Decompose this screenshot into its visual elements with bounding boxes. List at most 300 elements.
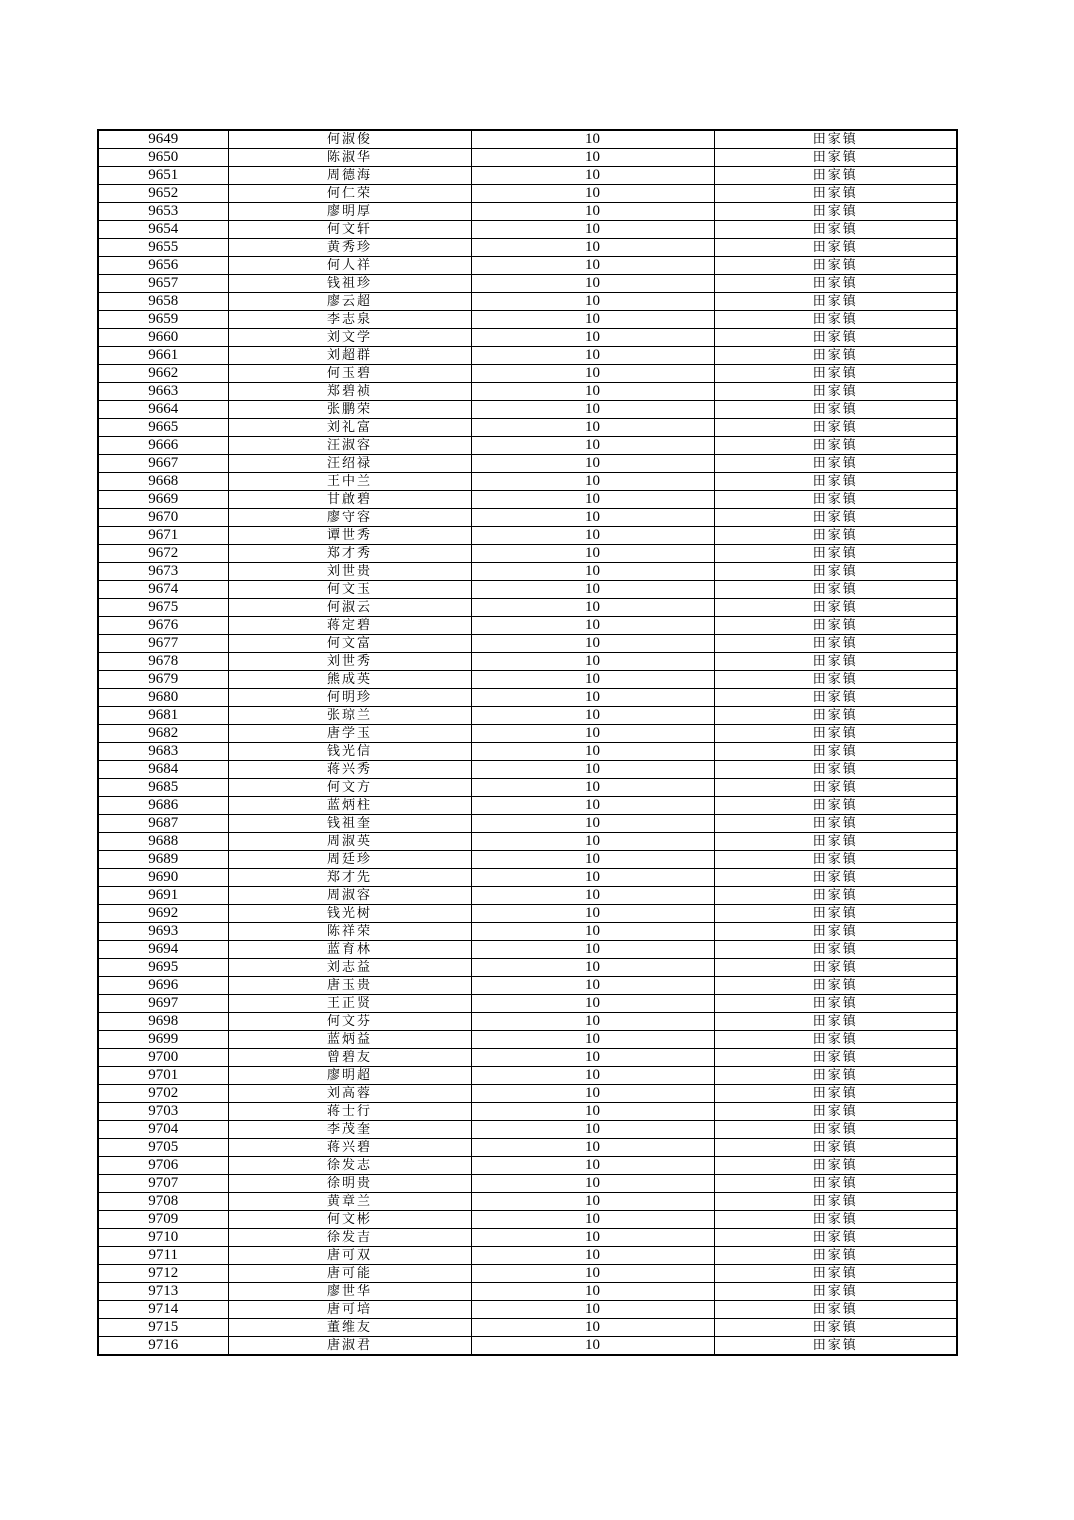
town-name-cell: 田家镇 — [714, 851, 957, 869]
table-row — [98, 1067, 957, 1085]
table-row — [98, 797, 957, 815]
table-row — [98, 203, 957, 221]
town-name-cell: 田家镇 — [714, 383, 957, 401]
person-name-cell: 唐可培 — [228, 1301, 471, 1319]
data-table — [97, 129, 958, 1356]
town-name-cell: 田家镇 — [714, 455, 957, 473]
table-row — [98, 545, 957, 563]
amount-value-cell: 10 — [471, 833, 714, 851]
row-number-cell: 9708 — [98, 1193, 228, 1211]
town-name-cell: 田家镇 — [714, 545, 957, 563]
amount-value-cell: 10 — [471, 707, 714, 725]
row-number-cell: 9657 — [98, 275, 228, 293]
town-name-cell: 田家镇 — [714, 1265, 957, 1283]
town-name-cell: 田家镇 — [714, 419, 957, 437]
amount-value-cell: 10 — [471, 563, 714, 581]
table-row — [98, 1085, 957, 1103]
table-row — [98, 257, 957, 275]
town-name-cell: 田家镇 — [714, 617, 957, 635]
table-row — [98, 1337, 957, 1356]
town-name-cell: 田家镇 — [714, 905, 957, 923]
table-row — [98, 221, 957, 239]
amount-value-cell: 10 — [471, 1139, 714, 1157]
amount-value-cell: 10 — [471, 635, 714, 653]
row-number-cell: 9661 — [98, 347, 228, 365]
amount-value-cell: 10 — [471, 887, 714, 905]
town-name-cell: 田家镇 — [714, 185, 957, 203]
amount-value-cell: 10 — [471, 995, 714, 1013]
person-name-cell: 黄秀珍 — [228, 239, 471, 257]
row-number-cell: 9710 — [98, 1229, 228, 1247]
amount-value-cell: 10 — [471, 779, 714, 797]
person-name-cell: 刘世贵 — [228, 563, 471, 581]
person-name-cell: 徐发志 — [228, 1157, 471, 1175]
amount-value-cell: 10 — [471, 1031, 714, 1049]
amount-value-cell: 10 — [471, 1337, 714, 1356]
person-name-cell: 何文彬 — [228, 1211, 471, 1229]
amount-value-cell: 10 — [471, 689, 714, 707]
amount-value-cell: 10 — [471, 329, 714, 347]
row-number-cell: 9649 — [98, 130, 228, 149]
person-name-cell: 何淑云 — [228, 599, 471, 617]
table-row — [98, 977, 957, 995]
amount-value-cell: 10 — [471, 617, 714, 635]
amount-value-cell: 10 — [471, 437, 714, 455]
table-row — [98, 1013, 957, 1031]
town-name-cell: 田家镇 — [714, 130, 957, 149]
amount-value-cell: 10 — [471, 1085, 714, 1103]
town-name-cell: 田家镇 — [714, 509, 957, 527]
town-name-cell: 田家镇 — [714, 581, 957, 599]
town-name-cell: 田家镇 — [714, 869, 957, 887]
table-row — [98, 563, 957, 581]
town-name-cell: 田家镇 — [714, 239, 957, 257]
person-name-cell: 蓝育林 — [228, 941, 471, 959]
town-name-cell: 田家镇 — [714, 1337, 957, 1356]
person-name-cell: 钱祖珍 — [228, 275, 471, 293]
town-name-cell: 田家镇 — [714, 311, 957, 329]
town-name-cell: 田家镇 — [714, 1247, 957, 1265]
town-name-cell: 田家镇 — [714, 797, 957, 815]
amount-value-cell: 10 — [471, 797, 714, 815]
row-number-cell: 9713 — [98, 1283, 228, 1301]
amount-value-cell: 10 — [471, 761, 714, 779]
person-name-cell: 王正贤 — [228, 995, 471, 1013]
amount-value-cell: 10 — [471, 959, 714, 977]
person-name-cell: 何文玉 — [228, 581, 471, 599]
town-name-cell: 田家镇 — [714, 1067, 957, 1085]
row-number-cell: 9677 — [98, 635, 228, 653]
table-row — [98, 1139, 957, 1157]
town-name-cell: 田家镇 — [714, 653, 957, 671]
town-name-cell: 田家镇 — [714, 923, 957, 941]
town-name-cell: 田家镇 — [714, 473, 957, 491]
amount-value-cell: 10 — [471, 491, 714, 509]
town-name-cell: 田家镇 — [714, 1175, 957, 1193]
row-number-cell: 9699 — [98, 1031, 228, 1049]
person-name-cell: 熊成英 — [228, 671, 471, 689]
person-name-cell: 徐发吉 — [228, 1229, 471, 1247]
table-row — [98, 869, 957, 887]
amount-value-cell: 10 — [471, 599, 714, 617]
person-name-cell: 蒋兴碧 — [228, 1139, 471, 1157]
amount-value-cell: 10 — [471, 815, 714, 833]
person-name-cell: 廖明厚 — [228, 203, 471, 221]
row-number-cell: 9690 — [98, 869, 228, 887]
amount-value-cell: 10 — [471, 653, 714, 671]
town-name-cell: 田家镇 — [714, 833, 957, 851]
amount-value-cell: 10 — [471, 941, 714, 959]
row-number-cell: 9673 — [98, 563, 228, 581]
row-number-cell: 9703 — [98, 1103, 228, 1121]
person-name-cell: 蓝炳益 — [228, 1031, 471, 1049]
person-name-cell: 廖世华 — [228, 1283, 471, 1301]
row-number-cell: 9705 — [98, 1139, 228, 1157]
table-row — [98, 365, 957, 383]
town-name-cell: 田家镇 — [714, 1301, 957, 1319]
row-number-cell: 9675 — [98, 599, 228, 617]
table-row — [98, 185, 957, 203]
row-number-cell: 9659 — [98, 311, 228, 329]
town-name-cell: 田家镇 — [714, 437, 957, 455]
amount-value-cell: 10 — [471, 347, 714, 365]
amount-value-cell: 10 — [471, 869, 714, 887]
town-name-cell: 田家镇 — [714, 563, 957, 581]
person-name-cell: 钱祖奎 — [228, 815, 471, 833]
row-number-cell: 9655 — [98, 239, 228, 257]
amount-value-cell: 10 — [471, 905, 714, 923]
person-name-cell: 何文轩 — [228, 221, 471, 239]
row-number-cell: 9700 — [98, 1049, 228, 1067]
amount-value-cell: 10 — [471, 383, 714, 401]
town-name-cell: 田家镇 — [714, 1139, 957, 1157]
row-number-cell: 9674 — [98, 581, 228, 599]
table-row — [98, 1103, 957, 1121]
amount-value-cell: 10 — [471, 167, 714, 185]
town-name-cell: 田家镇 — [714, 275, 957, 293]
town-name-cell: 田家镇 — [714, 671, 957, 689]
town-name-cell: 田家镇 — [714, 527, 957, 545]
amount-value-cell: 10 — [471, 365, 714, 383]
town-name-cell: 田家镇 — [714, 995, 957, 1013]
row-number-cell: 9697 — [98, 995, 228, 1013]
row-number-cell: 9660 — [98, 329, 228, 347]
person-name-cell: 何淑俊 — [228, 130, 471, 149]
table-row — [98, 905, 957, 923]
town-name-cell: 田家镇 — [714, 491, 957, 509]
row-number-cell: 9650 — [98, 149, 228, 167]
town-name-cell: 田家镇 — [714, 257, 957, 275]
table-row — [98, 743, 957, 761]
table-row — [98, 455, 957, 473]
amount-value-cell: 10 — [471, 545, 714, 563]
row-number-cell: 9676 — [98, 617, 228, 635]
amount-value-cell: 10 — [471, 1319, 714, 1337]
table-row — [98, 1283, 957, 1301]
person-name-cell: 周淑英 — [228, 833, 471, 851]
table-row — [98, 473, 957, 491]
person-name-cell: 钱光树 — [228, 905, 471, 923]
table-row — [98, 1319, 957, 1337]
person-name-cell: 郑才秀 — [228, 545, 471, 563]
table-row — [98, 329, 957, 347]
person-name-cell: 刘志益 — [228, 959, 471, 977]
person-name-cell: 何玉碧 — [228, 365, 471, 383]
person-name-cell: 郑才先 — [228, 869, 471, 887]
amount-value-cell: 10 — [471, 455, 714, 473]
row-number-cell: 9687 — [98, 815, 228, 833]
amount-value-cell: 10 — [471, 1049, 714, 1067]
table-row — [98, 130, 957, 149]
amount-value-cell: 10 — [471, 923, 714, 941]
amount-value-cell: 10 — [471, 1157, 714, 1175]
person-name-cell: 周廷珍 — [228, 851, 471, 869]
person-name-cell: 董维友 — [228, 1319, 471, 1337]
town-name-cell: 田家镇 — [714, 1031, 957, 1049]
table-row — [98, 1247, 957, 1265]
amount-value-cell: 10 — [471, 725, 714, 743]
person-name-cell: 唐可能 — [228, 1265, 471, 1283]
amount-value-cell: 10 — [471, 203, 714, 221]
town-name-cell: 田家镇 — [714, 761, 957, 779]
person-name-cell: 汪淑容 — [228, 437, 471, 455]
amount-value-cell: 10 — [471, 1175, 714, 1193]
town-name-cell: 田家镇 — [714, 1103, 957, 1121]
person-name-cell: 钱光信 — [228, 743, 471, 761]
row-number-cell: 9711 — [98, 1247, 228, 1265]
row-number-cell: 9709 — [98, 1211, 228, 1229]
person-name-cell: 蒋兴秀 — [228, 761, 471, 779]
row-number-cell: 9656 — [98, 257, 228, 275]
person-name-cell: 谭世秀 — [228, 527, 471, 545]
table-row — [98, 347, 957, 365]
person-name-cell: 何文富 — [228, 635, 471, 653]
amount-value-cell: 10 — [471, 509, 714, 527]
table-row — [98, 1121, 957, 1139]
table-row — [98, 167, 957, 185]
table-row — [98, 1265, 957, 1283]
town-name-cell: 田家镇 — [714, 941, 957, 959]
table-row — [98, 887, 957, 905]
row-number-cell: 9654 — [98, 221, 228, 239]
row-number-cell: 9671 — [98, 527, 228, 545]
row-number-cell: 9662 — [98, 365, 228, 383]
person-name-cell: 何明珍 — [228, 689, 471, 707]
row-number-cell: 9652 — [98, 185, 228, 203]
town-name-cell: 田家镇 — [714, 1157, 957, 1175]
amount-value-cell: 10 — [471, 1013, 714, 1031]
amount-value-cell: 10 — [471, 581, 714, 599]
amount-value-cell: 10 — [471, 1121, 714, 1139]
person-name-cell: 蒋士行 — [228, 1103, 471, 1121]
person-name-cell: 王中兰 — [228, 473, 471, 491]
row-number-cell: 9706 — [98, 1157, 228, 1175]
person-name-cell: 刘世秀 — [228, 653, 471, 671]
amount-value-cell: 10 — [471, 473, 714, 491]
town-name-cell: 田家镇 — [714, 1211, 957, 1229]
table-row — [98, 1229, 957, 1247]
table-row — [98, 527, 957, 545]
town-name-cell: 田家镇 — [714, 401, 957, 419]
town-name-cell: 田家镇 — [714, 1085, 957, 1103]
person-name-cell: 唐淑君 — [228, 1337, 471, 1356]
row-number-cell: 9696 — [98, 977, 228, 995]
row-number-cell: 9653 — [98, 203, 228, 221]
table-row — [98, 923, 957, 941]
table-row — [98, 491, 957, 509]
town-name-cell: 田家镇 — [714, 329, 957, 347]
amount-value-cell: 10 — [471, 1067, 714, 1085]
table-row — [98, 761, 957, 779]
amount-value-cell: 10 — [471, 185, 714, 203]
table-row — [98, 635, 957, 653]
table-row — [98, 275, 957, 293]
table-row — [98, 1301, 957, 1319]
town-name-cell: 田家镇 — [714, 1283, 957, 1301]
person-name-cell: 李志泉 — [228, 311, 471, 329]
table-row — [98, 815, 957, 833]
table-row — [98, 959, 957, 977]
person-name-cell: 何人祥 — [228, 257, 471, 275]
row-number-cell: 9684 — [98, 761, 228, 779]
row-number-cell: 9685 — [98, 779, 228, 797]
town-name-cell: 田家镇 — [714, 1049, 957, 1067]
row-number-cell: 9666 — [98, 437, 228, 455]
town-name-cell: 田家镇 — [714, 203, 957, 221]
table-row — [98, 239, 957, 257]
town-name-cell: 田家镇 — [714, 743, 957, 761]
amount-value-cell: 10 — [471, 977, 714, 995]
table-row — [98, 995, 957, 1013]
table-row — [98, 707, 957, 725]
row-number-cell: 9702 — [98, 1085, 228, 1103]
row-number-cell: 9667 — [98, 455, 228, 473]
row-number-cell: 9672 — [98, 545, 228, 563]
person-name-cell: 何文芬 — [228, 1013, 471, 1031]
town-name-cell: 田家镇 — [714, 1121, 957, 1139]
town-name-cell: 田家镇 — [714, 167, 957, 185]
table-row — [98, 1157, 957, 1175]
amount-value-cell: 10 — [471, 1193, 714, 1211]
row-number-cell: 9651 — [98, 167, 228, 185]
person-name-cell: 刘文学 — [228, 329, 471, 347]
table-row — [98, 1193, 957, 1211]
table-row — [98, 851, 957, 869]
amount-value-cell: 10 — [471, 1283, 714, 1301]
town-name-cell: 田家镇 — [714, 707, 957, 725]
row-number-cell: 9693 — [98, 923, 228, 941]
table-row — [98, 509, 957, 527]
amount-value-cell: 10 — [471, 527, 714, 545]
town-name-cell: 田家镇 — [714, 959, 957, 977]
town-name-cell: 田家镇 — [714, 1229, 957, 1247]
row-number-cell: 9701 — [98, 1067, 228, 1085]
town-name-cell: 田家镇 — [714, 725, 957, 743]
amount-value-cell: 10 — [471, 239, 714, 257]
row-number-cell: 9688 — [98, 833, 228, 851]
town-name-cell: 田家镇 — [714, 221, 957, 239]
table-row — [98, 311, 957, 329]
amount-value-cell: 10 — [471, 130, 714, 149]
town-name-cell: 田家镇 — [714, 977, 957, 995]
table-row — [98, 671, 957, 689]
table-row — [98, 437, 957, 455]
amount-value-cell: 10 — [471, 743, 714, 761]
row-number-cell: 9691 — [98, 887, 228, 905]
person-name-cell: 汪绍禄 — [228, 455, 471, 473]
town-name-cell: 田家镇 — [714, 149, 957, 167]
table-row — [98, 419, 957, 437]
person-name-cell: 甘啟碧 — [228, 491, 471, 509]
amount-value-cell: 10 — [471, 1229, 714, 1247]
person-name-cell: 刘超群 — [228, 347, 471, 365]
row-number-cell: 9669 — [98, 491, 228, 509]
amount-value-cell: 10 — [471, 1301, 714, 1319]
amount-value-cell: 10 — [471, 293, 714, 311]
amount-value-cell: 10 — [471, 257, 714, 275]
row-number-cell: 9682 — [98, 725, 228, 743]
town-name-cell: 田家镇 — [714, 887, 957, 905]
row-number-cell: 9704 — [98, 1121, 228, 1139]
table-row — [98, 581, 957, 599]
person-name-cell: 唐可双 — [228, 1247, 471, 1265]
row-number-cell: 9663 — [98, 383, 228, 401]
row-number-cell: 9678 — [98, 653, 228, 671]
row-number-cell: 9695 — [98, 959, 228, 977]
row-number-cell: 9665 — [98, 419, 228, 437]
amount-value-cell: 10 — [471, 149, 714, 167]
table-row — [98, 653, 957, 671]
town-name-cell: 田家镇 — [714, 635, 957, 653]
amount-value-cell: 10 — [471, 401, 714, 419]
amount-value-cell: 10 — [471, 419, 714, 437]
table-row — [98, 1175, 957, 1193]
row-number-cell: 9668 — [98, 473, 228, 491]
table-row — [98, 1031, 957, 1049]
town-name-cell: 田家镇 — [714, 815, 957, 833]
amount-value-cell: 10 — [471, 1103, 714, 1121]
person-name-cell: 张鹏荣 — [228, 401, 471, 419]
table-row — [98, 1049, 957, 1067]
table-body — [98, 130, 957, 1355]
table-row — [98, 833, 957, 851]
person-name-cell: 何文方 — [228, 779, 471, 797]
table-row — [98, 401, 957, 419]
amount-value-cell: 10 — [471, 1265, 714, 1283]
person-name-cell: 唐玉贵 — [228, 977, 471, 995]
town-name-cell: 田家镇 — [714, 365, 957, 383]
row-number-cell: 9692 — [98, 905, 228, 923]
table-row — [98, 689, 957, 707]
amount-value-cell: 10 — [471, 1211, 714, 1229]
town-name-cell: 田家镇 — [714, 1319, 957, 1337]
person-name-cell: 刘礼富 — [228, 419, 471, 437]
town-name-cell: 田家镇 — [714, 293, 957, 311]
amount-value-cell: 10 — [471, 221, 714, 239]
row-number-cell: 9658 — [98, 293, 228, 311]
person-name-cell: 郑碧祯 — [228, 383, 471, 401]
table-row — [98, 725, 957, 743]
row-number-cell: 9670 — [98, 509, 228, 527]
amount-value-cell: 10 — [471, 1247, 714, 1265]
row-number-cell: 9715 — [98, 1319, 228, 1337]
amount-value-cell: 10 — [471, 671, 714, 689]
person-name-cell: 蒋定碧 — [228, 617, 471, 635]
person-name-cell: 何仁荣 — [228, 185, 471, 203]
table-row — [98, 941, 957, 959]
row-number-cell: 9707 — [98, 1175, 228, 1193]
person-name-cell: 张琼兰 — [228, 707, 471, 725]
